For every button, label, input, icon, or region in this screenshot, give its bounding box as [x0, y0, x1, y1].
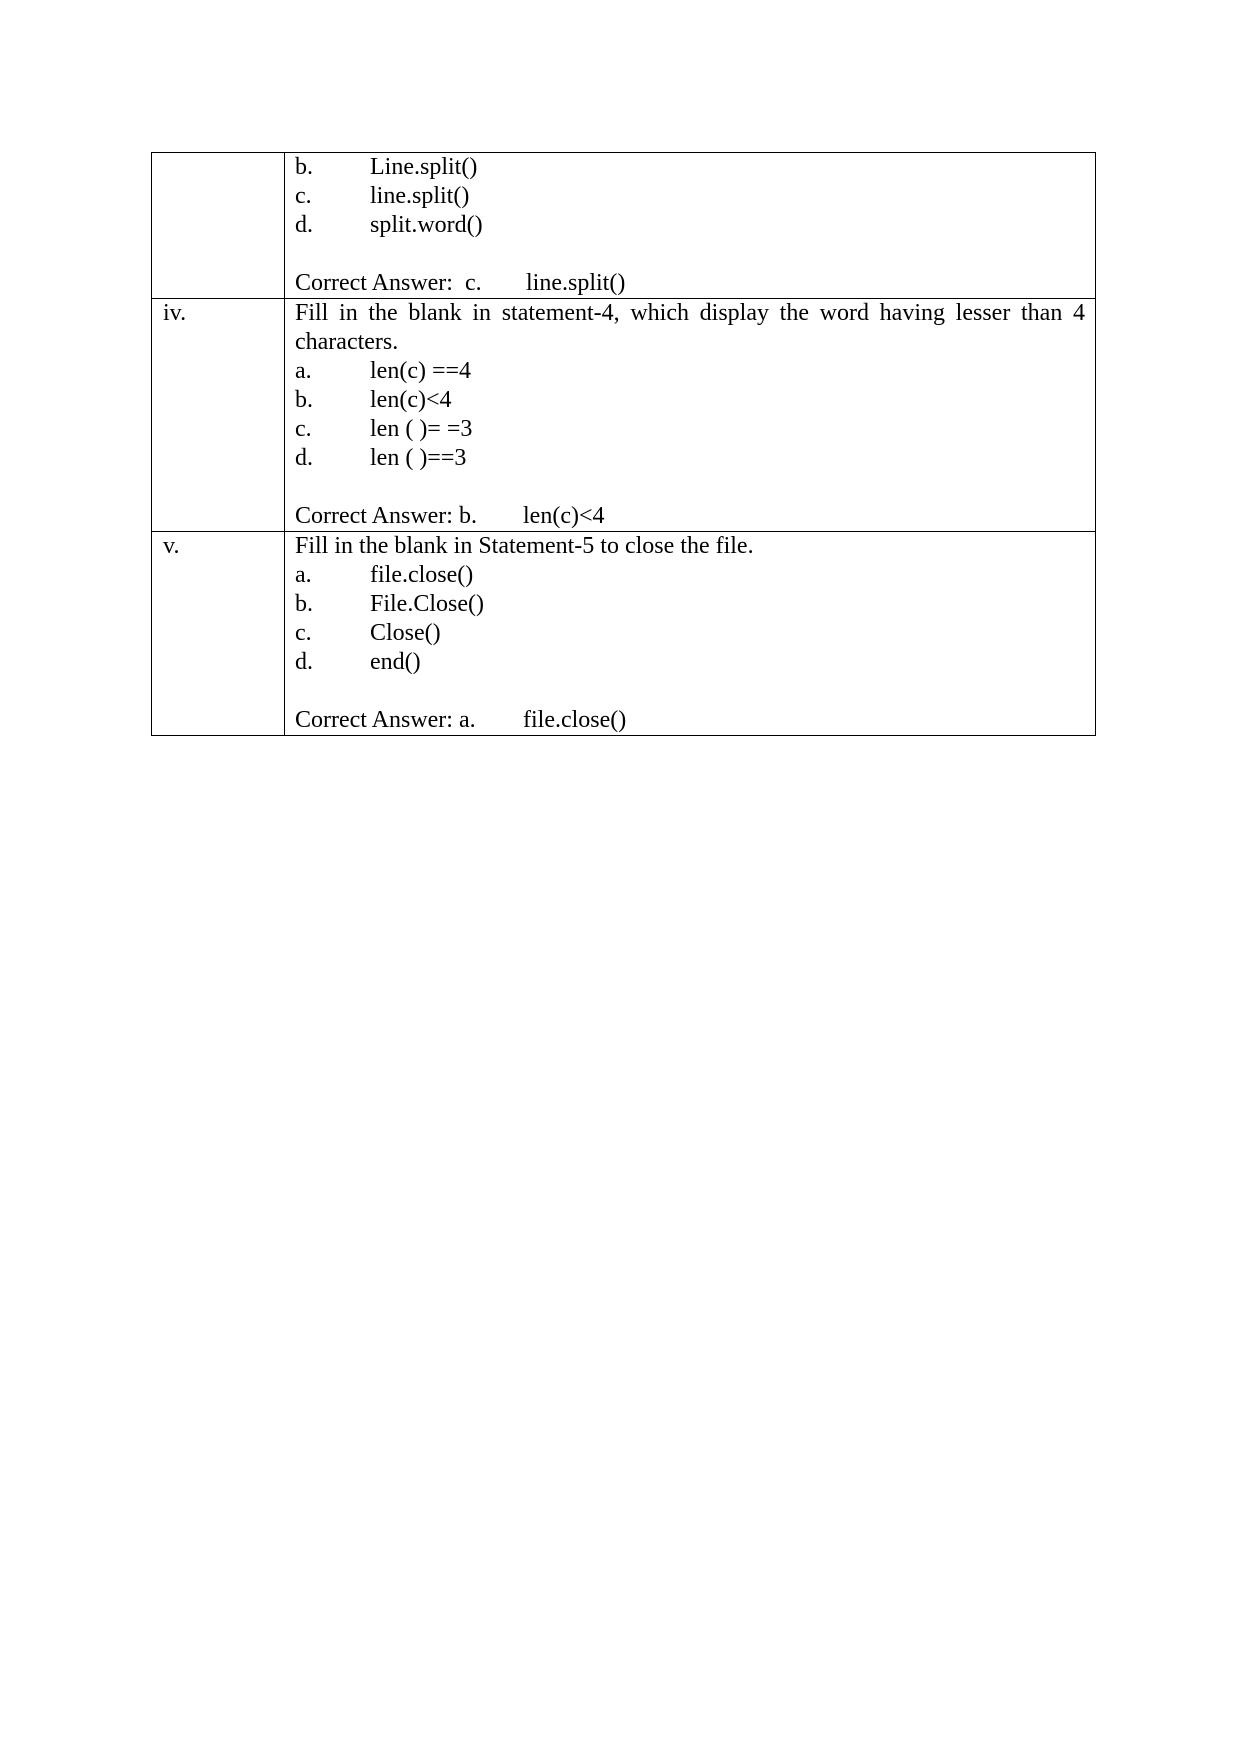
- option-item: [295, 357, 1085, 386]
- option-text: split.word(): [370, 212, 483, 238]
- option-text: File.Close(): [370, 591, 484, 617]
- option-letter: c.: [295, 416, 312, 442]
- option-item: [295, 590, 1085, 619]
- option-letter: b.: [295, 154, 313, 180]
- answer-text: len(c)<4: [523, 503, 605, 529]
- answer-label: Correct Answer: b.: [295, 503, 477, 529]
- option-text: Line.split(): [370, 154, 478, 180]
- option-item: [295, 415, 1085, 444]
- option-letter: b.: [295, 387, 313, 413]
- option-item: [295, 648, 1085, 677]
- question-row: [152, 532, 1096, 736]
- option-letter: b.: [295, 591, 313, 617]
- option-letter: d.: [295, 445, 313, 471]
- answer-label: Correct Answer: c.: [295, 270, 482, 296]
- question-table: [151, 152, 1096, 736]
- option-letter: c.: [295, 183, 312, 209]
- option-text: len ( )==3: [370, 445, 467, 471]
- question-row: [152, 153, 1096, 299]
- option-text: len(c)<4: [370, 387, 452, 413]
- question-number: iv.: [152, 299, 285, 532]
- option-letter: c.: [295, 620, 312, 646]
- answer-label: Correct Answer: a.: [295, 707, 476, 733]
- option-item: [295, 444, 1085, 473]
- option-item: [295, 386, 1085, 415]
- question-cell: [285, 532, 1096, 736]
- option-letter: d.: [295, 212, 313, 238]
- option-item: [295, 561, 1085, 590]
- question-text: Fill in the blank in statement-4, which display the word having lesser than 4 characters.: [295, 300, 1085, 355]
- question-number: [152, 153, 285, 299]
- option-letter: d.: [295, 649, 313, 675]
- option-text: end(): [370, 649, 421, 675]
- question-row: [152, 299, 1096, 532]
- option-text: len ( )= =3: [370, 416, 473, 442]
- answer-text: file.close(): [523, 707, 627, 733]
- question-cell: [285, 299, 1096, 532]
- question-number: v.: [152, 532, 285, 736]
- option-text: len(c) ==4: [370, 358, 472, 384]
- option-item: [295, 211, 1085, 240]
- option-item: [295, 153, 1085, 182]
- answer-text: line.split(): [526, 270, 626, 296]
- correct-answer: [295, 706, 1085, 735]
- question-text: Fill in the blank in Statement-5 to close the file.: [295, 533, 754, 559]
- option-text: Close(): [370, 620, 441, 646]
- question-cell: [285, 153, 1096, 299]
- option-item: [295, 182, 1085, 211]
- option-letter: a.: [295, 358, 312, 384]
- option-letter: a.: [295, 562, 312, 588]
- correct-answer: [295, 502, 1085, 531]
- option-text: line.split(): [370, 183, 470, 209]
- option-text: file.close(): [370, 562, 474, 588]
- correct-answer: [295, 269, 1085, 298]
- option-item: [295, 619, 1085, 648]
